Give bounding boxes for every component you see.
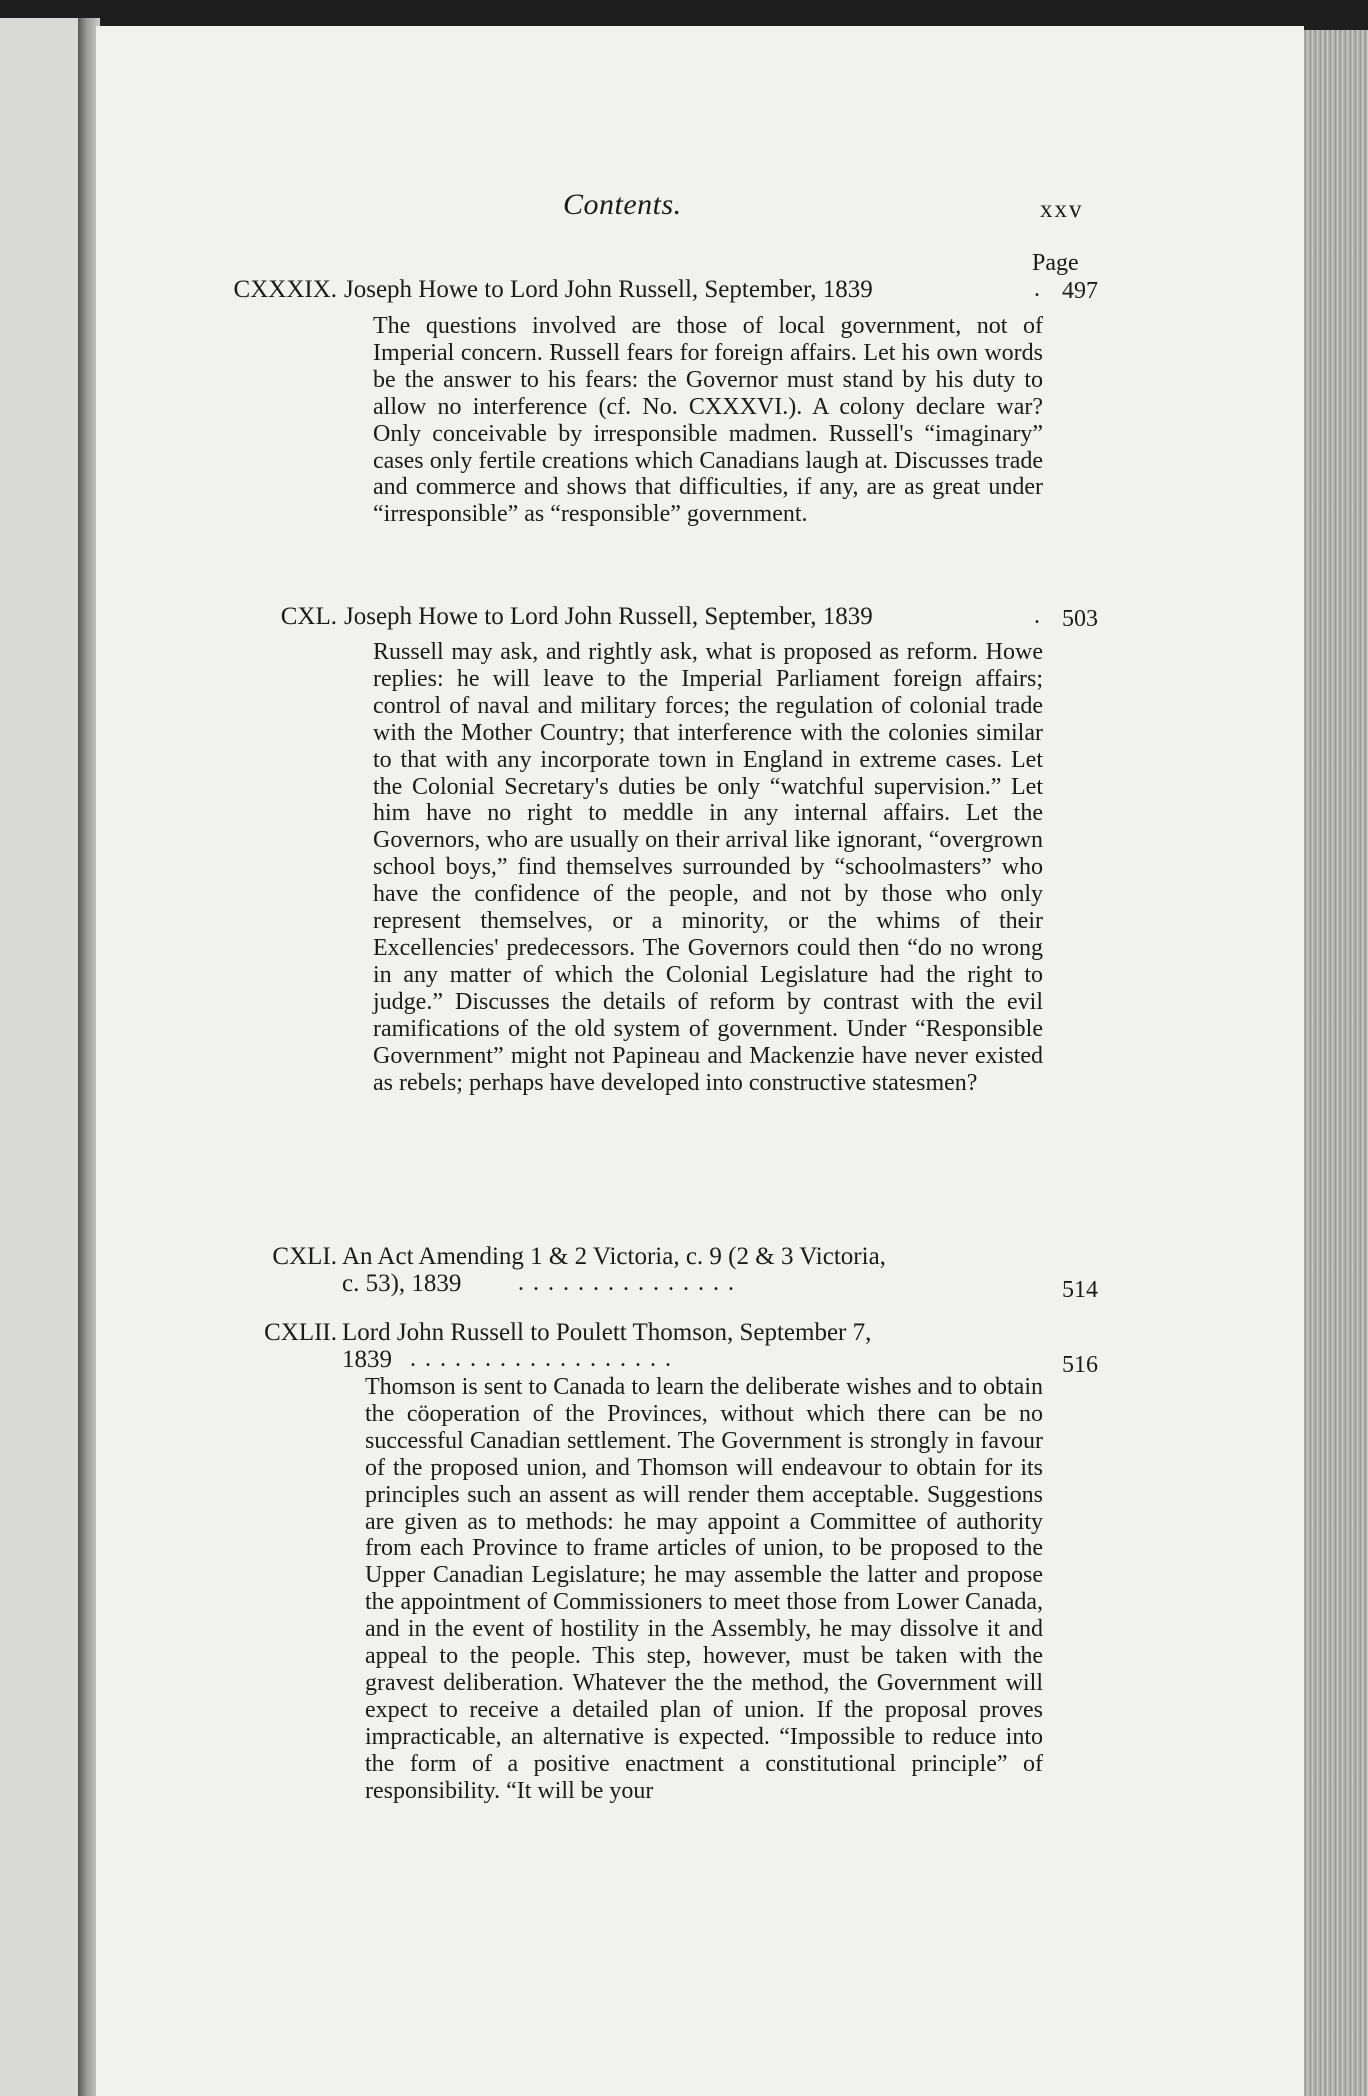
running-header-page-number: xxv	[1040, 196, 1084, 223]
entry-heading: An Act Amending 1 & 2 Victoria, c. 9 (2 & 3 Victoria,	[342, 1243, 886, 1270]
entry-summary: The questions involved are those of local government, not of Imperial concern. Russell fears for foreign affairs. Let his own words be the answer to his fears: the Governor must stand by his duty to allow no interference (cf. No. CXXXVI.). A colony declare war? Only conceivable by irresponsible madmen. Russell's “imaginary” cases only fertile creations which Canadians laugh at. Discusses trade and commerce and shows that difficulties, if any, are as great under “irresponsible” as “responsible” government.	[373, 313, 1043, 528]
entry-summary: Russell may ask, and rightly ask, what is proposed as reform. Howe replies: he will leave to the Imperial Parliament foreign affairs; control of naval and military forces; the regulation of colonial trade with the Mother Country; that interference with the colonies similar to that with any incorporate town in England in extreme cases. Let the Colonial Secretary's duties be only “watchful supervision.” Let him have no right to meddle in any internal affairs. Let the Governors, who are usually on their arrival like ignorant, “overgrown school boys,” find themselves surrounded by “schoolmasters” who have the confidence of the people, and not by those who only represent themselves, or a minority, or the whims of their Excellencies' predecessors. The Governors could then “do no wrong in any matter of which the Colonial Legislature had the right to judge.” Discusses the details of reform by contrast with the evil ramifications of the old system of government. Under “Responsible Government” might not Papineau and Mackenzie have never existed as rebels; perhaps have developed into constructive statesmen?	[373, 639, 1043, 1096]
entry-heading-continued: 1839	[342, 1346, 392, 1373]
running-header-title: Contents.	[563, 188, 682, 221]
entry-summary: Thomson is sent to Canada to learn the deliberate wishes and to obtain the cöoperation of the Provinces, without which there can be no successful Canadian settlement. The Government is strongly in favour of the proposed union, and Thomson will endeavour to obtain for its principles such an assent as will render them acceptable. Suggestions are given as to methods: he may appoint a Committee of authority from each Province to frame articles of union, to be proposed to the Upper Canadian Legislature; he may assemble the latter and propose the appointment of Commissioners to meet those from Lower Canada, and in the event of hostility in the Assembly, he may dissolve it and appeal to the people. This step, however, must be taken with the gravest deliberation. Whatever the the method, the Government will expect to receive a detailed plan of union. If the proposal proves impracticable, an alternative is expected. “Impossible to reduce into the form of a positive enactment a constitutional principle” of responsibility. “It will be your	[365, 1374, 1043, 1804]
entry-number: CXL.	[280, 603, 337, 630]
page-column-label: Page	[1032, 250, 1079, 276]
facing-page-edge	[0, 18, 78, 2096]
entry-page: 516	[1062, 1352, 1098, 1378]
entry-heading: Joseph Howe to Lord John Russell, September, 1839	[344, 276, 873, 303]
entry-heading-continued: c. 53), 1839	[342, 1270, 462, 1297]
entry-page: 497	[1062, 278, 1098, 304]
entry-number: CXLI.	[272, 1243, 337, 1270]
entry-leader: .	[1034, 276, 1040, 302]
entry-page: 514	[1062, 1277, 1098, 1303]
entry-page: 503	[1062, 606, 1098, 632]
entry-number: CXXXIX.	[233, 276, 337, 303]
entry-leader: ..................	[410, 1346, 680, 1372]
page-block-edge	[1304, 30, 1368, 2096]
entry-heading: Joseph Howe to Lord John Russell, September, 1839	[344, 603, 873, 630]
entry-heading: Lord John Russell to Poulett Thomson, September 7,	[342, 1319, 872, 1346]
entry-leader: .	[1034, 603, 1040, 629]
entry-leader: ...............	[518, 1270, 743, 1296]
entry-number: CXLII.	[264, 1319, 337, 1346]
